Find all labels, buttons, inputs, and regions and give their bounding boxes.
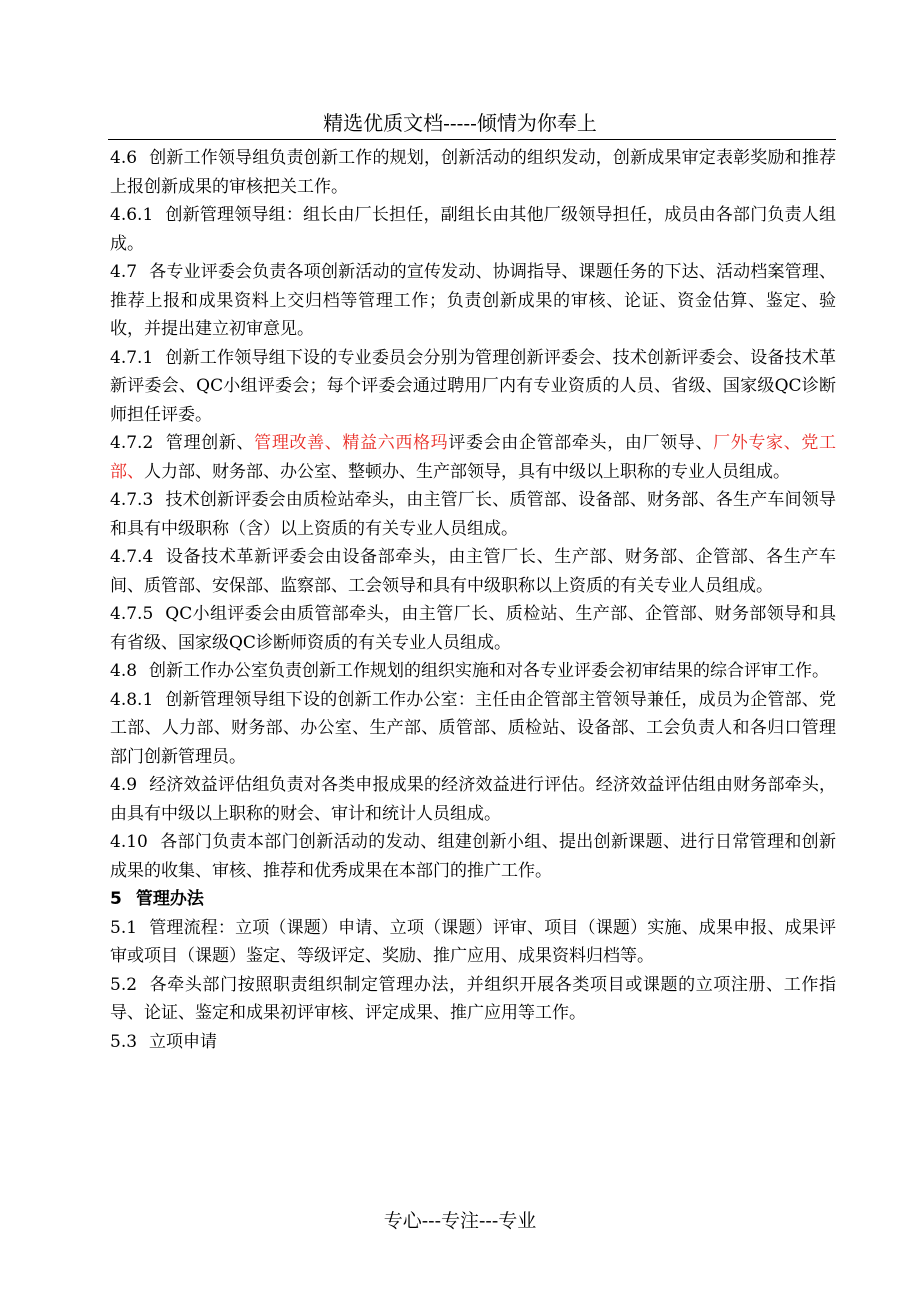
highlighted-text: 厂外专家、党工部、 [110,433,837,482]
page-footer: 专心---专注---专业 [383,1210,537,1232]
clause-5-2 [110,971,836,1028]
clause-text: 设备技术革新评委会由设备部牵头，由主管厂长、生产部、财务部、企管部、各生产车间、质管部、安保部、监察部、工会领导和具有中级职称以上资质的有关专业人员组成。 [110,547,836,596]
section-heading [110,885,836,914]
clause-text: 创新工作领导组负责创新工作的规划，创新活动的组织发动，创新成果审定表彰奖励和推荐上报创新成果的审核把关工作。 [110,148,836,197]
clause-number: 4.7.4 [110,547,154,567]
clause-4-7-3 [110,486,836,543]
clause-number: 4.9 [110,775,138,795]
section-number: 5 [110,889,122,909]
page-header: 精选优质文档-----倾情为你奉上 [323,111,597,135]
clause-4-7-1 [110,344,836,430]
clause-number: 4.7.3 [110,490,154,510]
clause-text: QC小组评委会由质管部牵头，由主管厂长、质检站、生产部、企管部、财务部领导和具有省级、国家级QC诊断师资质的有关专业人员组成。 [110,604,836,653]
clause-number: 5.1 [110,917,138,938]
clause-4-8-1 [110,686,836,772]
clause-5-3 [110,1028,836,1057]
clause-text: 立项申请 [149,1031,218,1052]
clause-number: 4.6 [110,148,138,168]
clause-text: 各牵头部门按照职责组织制定管理办法，并组织开展各类项目或课题的立项注册、工作指导、论证、鉴定和成果初评审核、评定成果、推广应用等工作。 [110,974,836,1023]
clause-4-8 [110,657,836,686]
clause-text: 创新管理领导组下设的创新工作办公室：主任由企管部主管领导兼任，成员为企管部、党工部、人力部、财务部、办公室、生产部、质管部、质检站、设备部、工会负责人和各归口管理部门创新管理员。 [110,689,836,767]
header-divider [108,139,836,140]
clause-4-6 [110,144,836,201]
clause-text: 经济效益评估组负责对各类申报成果的经济效益进行评估。经济效益评估组由财务部牵头，由具有中级以上职称的财会、审计和统计人员组成。 [110,775,836,824]
clause-4-10 [110,828,836,885]
clause-text: 管理流程：立项（课题）申请、立项（课题）评审、项目（课题）实施、成果申报、成果评审或项目（课题）鉴定、等级评定、奖励、推广应用、成果资料归档等。 [110,917,836,966]
clause-4-7-2 [110,429,836,486]
clause-number: 4.7 [110,262,138,282]
clause-text: 创新工作领导组下设的专业委员会分别为管理创新评委会、技术创新评委会、设备技术革新评委会、QC小组评委会；每个评委会通过聘用厂内有专业资质的人员、省级、国家级QC诊断师担任评委。 [110,347,836,425]
clause-number: 4.8 [110,661,138,681]
clause-text-part: 评委会由企管部牵头，由厂领导、 [448,433,714,453]
highlighted-text: 管理改善、精益六西格玛 [254,433,449,453]
clause-4-6-1 [110,201,836,258]
document-body [110,144,836,1056]
clause-number: 4.10 [110,832,148,852]
clause-text: 技术创新评委会由质检站牵头，由主管厂长、质管部、设备部、财务部、各生产车间领导和具有中级职称（含）以上资质的有关专业人员组成。 [110,490,836,539]
clause-number: 4.6.1 [110,205,154,225]
clause-number: 5.3 [110,1031,138,1052]
clause-text-part: 管理创新、 [165,433,255,453]
clause-4-7-4 [110,543,836,600]
clause-5-1 [110,914,836,971]
clause-text-part: 人力部、财务部、办公室、整顿办、生产部领导，具有中级以上职称的专业人员组成。 [144,461,790,482]
clause-number: 4.8.1 [110,689,154,710]
section-title: 管理办法 [135,889,204,909]
clause-number: 4.7.5 [110,604,154,624]
clause-text: 创新管理领导组：组长由厂长担任，副组长由其他厂级领导担任，成员由各部门负责人组成。 [110,205,836,254]
clause-text: 创新工作办公室负责创新工作规划的组织实施和对各专业评委会初审结果的综合评审工作。 [149,661,830,681]
clause-number: 4.7.1 [110,347,154,368]
clause-4-7 [110,258,836,344]
clause-number: 5.2 [110,974,138,995]
clause-number: 4.7.2 [110,433,154,453]
clause-4-7-5 [110,600,836,657]
clause-text: 各部门负责本部门创新活动的发动、组建创新小组、提出创新课题、进行日常管理和创新成果的收集、审核、推荐和优秀成果在本部门的推广工作。 [110,832,836,881]
clause-text: 各专业评委会负责各项创新活动的宣传发动、协调指导、课题任务的下达、活动档案管理、推荐上报和成果资料上交归档等管理工作；负责创新成果的审核、论证、资金估算、鉴定、验收，并提出建立初审意见。 [110,262,836,339]
clause-4-9 [110,771,836,828]
